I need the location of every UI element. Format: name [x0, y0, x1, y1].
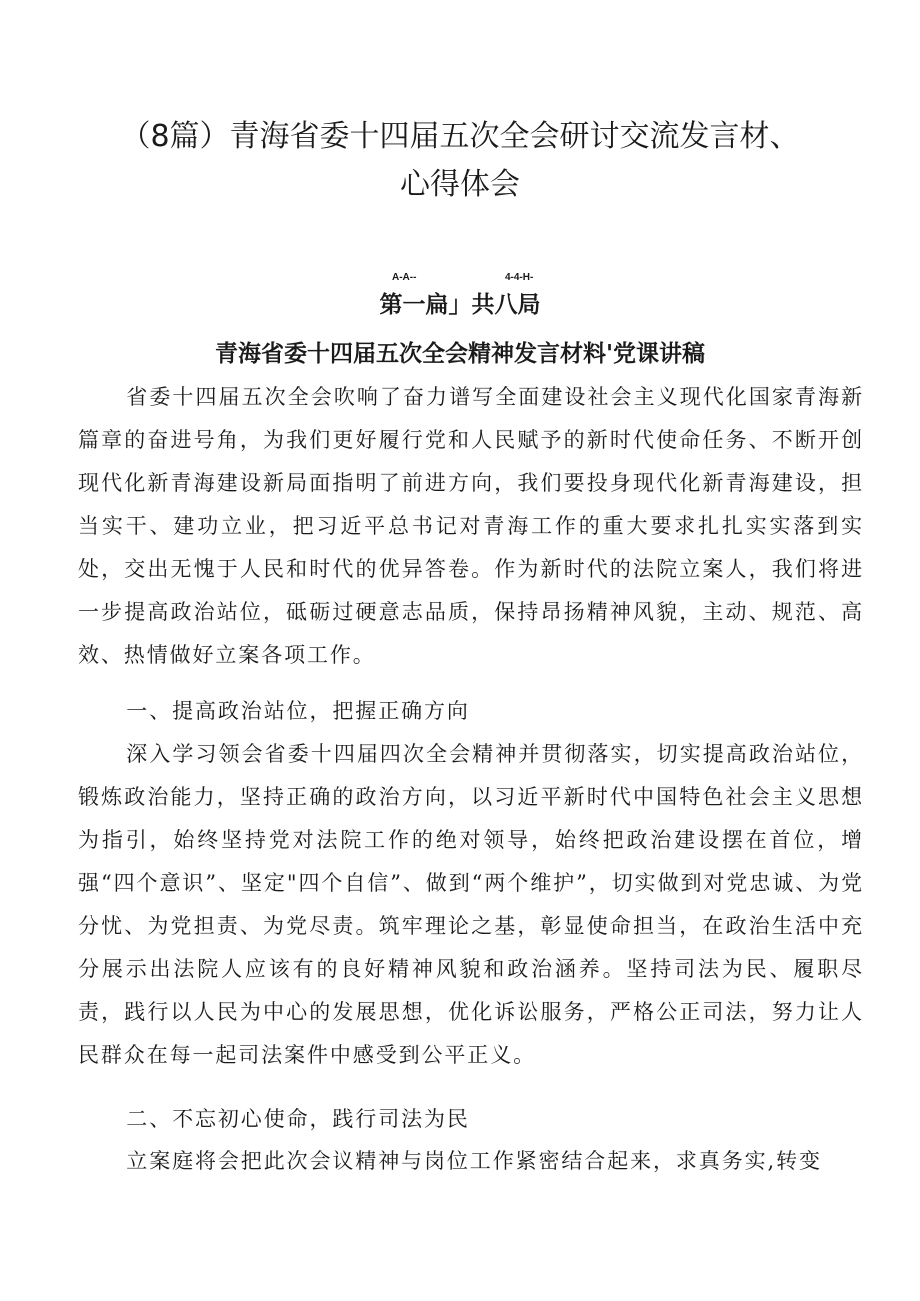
- body-paragraph-political-stance: 深入学习领会省委十四届四次全会精神并贯彻落实，切实提高政治站位，锻炼政治能力，坚持正确的政治方向，以习近平新时代中国特色社会主义思想为指引，始终坚持党对法院工作的绝对领导，始终把政治建设摆在首位，增强“四个意识”、坚定"四个自信”、做到“两个维护”，切实做到对党忠诚、为党分忧、为党担责、为党尽责。筑牢理论之基，彰显使命担当，在政治生活中充分展示出法院人应该有的良好精神风貌和政治涵养。坚持司法为民、履职尽责，践行以人民为中心的发展思想，优化诉讼服务，严格公正司法，努力让人民群众在每一起司法案件中感受到公平正义。: [78, 742, 864, 1067]
- body-paragraph-intro: 省委十四届五次全会吹响了奋力谱写全面建设社会主义现代化国家青海新篇章的奋进号角，为我们更好履行党和人民赋予的新时代使命任务、不断开创现代化新青海建设新局面指明了前进方向，我们要投身现代化新青海建设，担当实干、建功立业，把习近平总书记对青海工作的重大要求扎扎实实落到实处，交出无愧于人民和时代的优异答卷。作为新时代的法院立案人，我们将进一步提高政治站位，砥砺过硬意志品质，保持昂扬精神风貌，主动、规范、高效、热情做好立案各项工作。: [78, 385, 864, 667]
- body-heading-two: 二、不忘初心使命，践行司法为民: [126, 1107, 470, 1131]
- small-mark-right: 4-4-H-: [505, 272, 534, 283]
- body-paragraph-filing-court: 立案庭将会把此次会议精神与岗位工作紧密结合起来，求真务实,转变: [126, 1149, 822, 1173]
- section-heading: 第一扁」共八局: [379, 292, 541, 318]
- small-mark-left: A-A--: [392, 272, 417, 283]
- document-title-line-1: （8篇）青海省委十四届五次全会研讨交流发言材、: [120, 119, 800, 154]
- body-heading-one: 一、提高政治站位，把握正确方向: [126, 699, 470, 723]
- document-title-line-2: 心得体会: [400, 167, 520, 202]
- article-title: 青海省委十四届五次全会精神发言材料'党课讲稿: [214, 341, 706, 367]
